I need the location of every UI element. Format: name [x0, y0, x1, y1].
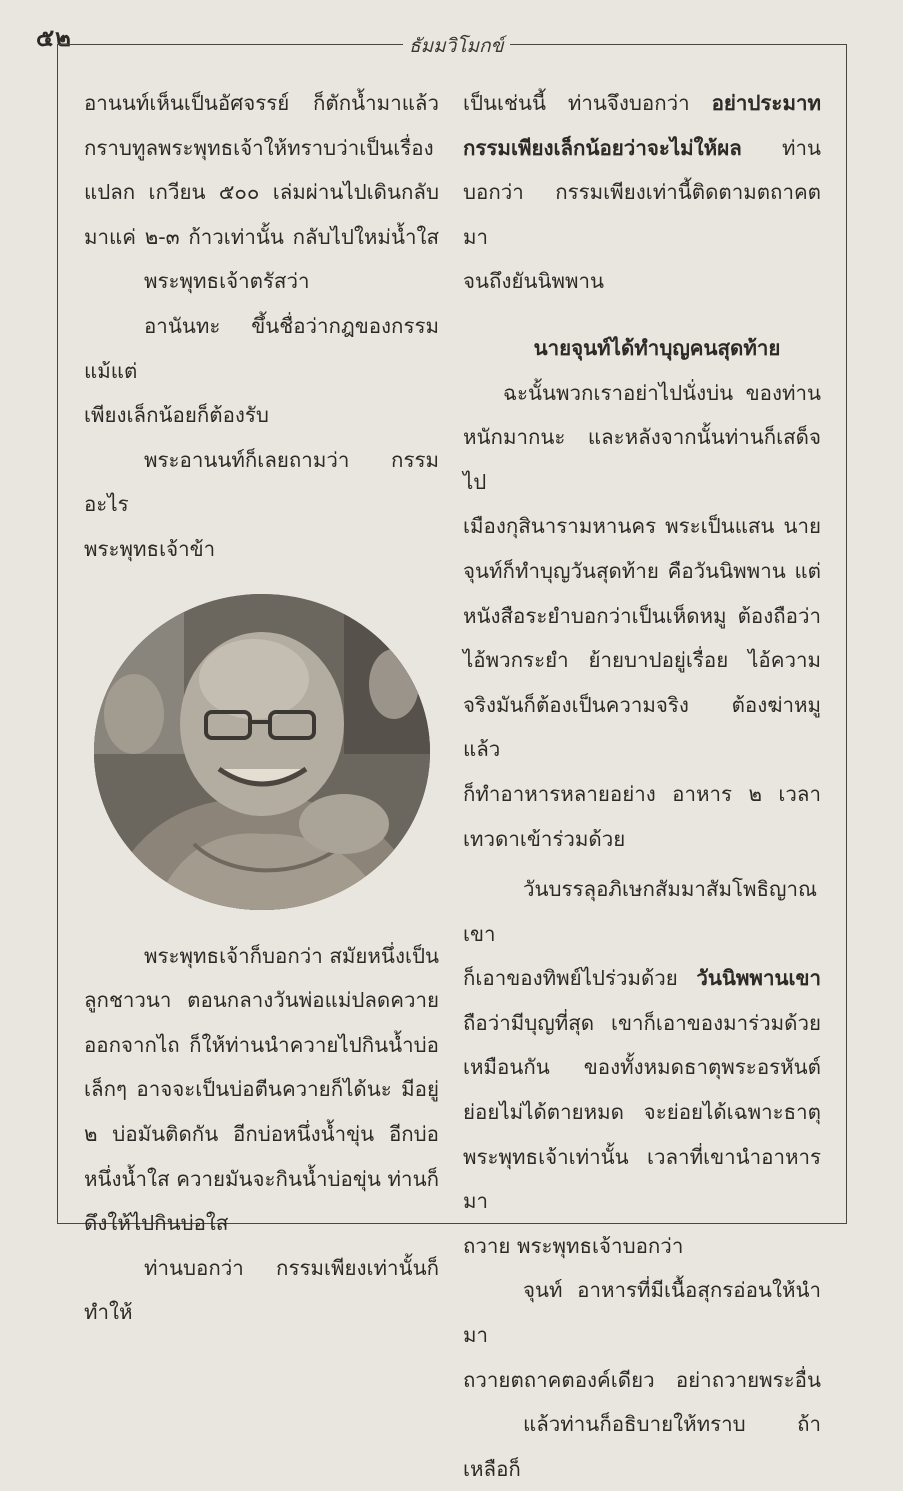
text-run: ท่าน	[741, 135, 821, 160]
paragraph-line: เล็กๆ อาจจะเป็นบ่อตีนควายก็ได้นะ มีอยู่	[84, 1077, 439, 1102]
paragraph-line: พระพุทธเจ้าข้า	[84, 536, 216, 561]
paragraph-line: พระอานนท์ก็เลยถามว่า กรรมอะไร	[84, 447, 439, 517]
left-column	[84, 81, 439, 1335]
paragraph-line: ออกจากไถ ก็ให้ท่านนำควายไปกินน้ำบ่อ	[84, 1032, 439, 1057]
right-column	[463, 81, 821, 1491]
paragraph-line: ท่านบอกว่า กรรมเพียงเท่านั้นก็ทำให้	[84, 1255, 439, 1325]
emphasized-text: อย่าประมาท	[711, 91, 821, 115]
paragraph-line: วันบรรลุอภิเษกสัมมาสัมโพธิญาณ เขา	[463, 877, 817, 946]
text-run: เป็นเช่นนี้ ท่านจึงบอกว่า	[463, 91, 712, 115]
text-run: ก็เอาของทิพย์ไปร่วมด้วย	[463, 966, 697, 991]
paragraph-line: เพียงเล็กน้อยก็ต้องรับ	[84, 403, 269, 428]
paragraph-line: ย่อยไม่ได้ตายหมด จะย่อยได้เฉพาะธาตุ	[463, 1100, 821, 1125]
monk-portrait-photo	[94, 594, 430, 910]
paragraph-line: เทวดาเข้าร่วมด้วย	[463, 826, 626, 851]
paragraph-line: ลูกชาวนา ตอนกลางวันพ่อแม่ปลดควาย	[84, 988, 439, 1013]
paragraph-line: จุนท์ อาหารที่มีเนื้อสุกรอ่อนให้นำมา	[463, 1278, 821, 1348]
paragraph-line: ไอ้พวกระยำ ย้ายบาปอยู่เรื่อย ไอ้ความ	[463, 648, 821, 673]
section-heading: นายจุนท์ได้ทำบุญคนสุดท้าย	[533, 335, 781, 360]
paragraph-line: เหมือนกัน ของทั้งหมดธาตุพระอรหันต์	[463, 1055, 821, 1080]
page-number: ๕๒	[36, 24, 72, 52]
paragraph-line: แปลก เกวียน ๕๐๐ เล่มผ่านไปเดินกลับ	[84, 180, 439, 205]
paragraph-line: หนึ่งน้ำใส ควายมันจะกินน้ำบ่อขุ่น ท่านก็	[84, 1166, 439, 1191]
paragraph-line: มาแค่ ๒-๓ ก้าวเท่านั้น กลับไปใหม่น้ำใส	[84, 224, 439, 249]
paragraph-line: หนังสือระยำบอกว่าเป็นเห็ดหมู ต้องถือว่า	[463, 603, 821, 628]
paragraph-line: ฉะนั้นพวกเราอย่าไปนั่งบ่น ของท่าน	[503, 380, 821, 405]
paragraph-line: จริงมันก็ต้องเป็นความจริง ต้องฆ่าหมูแล้ว	[463, 692, 821, 762]
paragraph-line: พระพุทธเจ้าก็บอกว่า สมัยหนึ่งเป็น	[144, 943, 439, 968]
paragraph-line: พระพุทธเจ้าตรัสว่า	[144, 269, 310, 294]
paragraph-line: แล้วท่านก็อธิบายให้ทราบ ถ้าเหลือก็	[463, 1412, 821, 1481]
paragraph-line: ๒ บ่อมันติดกัน อีกบ่อหนึ่งน้ำขุ่น อีกบ่อ	[84, 1121, 439, 1146]
emphasized-text: วันนิพพานเขา	[696, 966, 821, 991]
paragraph-line: บอกว่า กรรมเพียงเท่านี้ติดตามตถาคตมา	[463, 180, 821, 249]
paragraph-line: กราบทูลพระพุทธเจ้าให้ทราบว่าเป็นเรื่อง	[84, 135, 434, 160]
paragraph-line: เมืองกุสินารามหานคร พระเป็นแสน นาย	[463, 514, 821, 539]
paragraph-line: พระพุทธเจ้าเท่านั้น เวลาที่เขานำอาหารมา	[463, 1144, 821, 1214]
paragraph-line: จนถึงยันนิพพาน	[463, 269, 605, 294]
paragraph-line: จุนท์ก็ทำบุญวันสุดท้าย คือวันนิพพาน แต่	[463, 558, 821, 583]
paragraph-line: ถวายตถาคตองค์เดียว อย่าถวายพระอื่น	[463, 1367, 821, 1392]
paragraph-line	[463, 126, 821, 171]
paragraph-line: ถือว่ามีบุญที่สุด เขาก็เอาของมาร่วมด้วย	[463, 1010, 821, 1035]
paragraph-line: อานันทะ ขึ้นชื่อว่ากฎของกรรม แม้แต่	[84, 313, 439, 383]
paragraph-line: ดึงให้ไปกินบ่อใส	[84, 1211, 229, 1236]
paragraph-line: ถวาย พระพุทธเจ้าบอกว่า	[463, 1233, 684, 1258]
page-frame	[57, 35, 847, 1481]
spacer	[84, 910, 439, 934]
paragraph-line: หนักมากนะ และหลังจากนั้นท่านก็เสด็จไป	[463, 425, 821, 494]
monk-portrait-illustration	[94, 594, 430, 910]
paragraph-line	[463, 81, 821, 126]
paragraph-line: อานนท์เห็นเป็นอัศจรรย์ ก็ตักน้ำมาแล้ว	[84, 91, 439, 115]
paragraph-line	[463, 956, 821, 1001]
running-header-title: ธัมมวิโมกข์	[403, 31, 510, 61]
spacer	[463, 304, 821, 326]
emphasized-text: กรรมเพียงเล็กน้อยว่าจะไม่ให้ผล	[463, 135, 742, 160]
paragraph-line: ก็ทำอาหารหลายอย่าง อาหาร ๒ เวลา	[463, 781, 821, 806]
